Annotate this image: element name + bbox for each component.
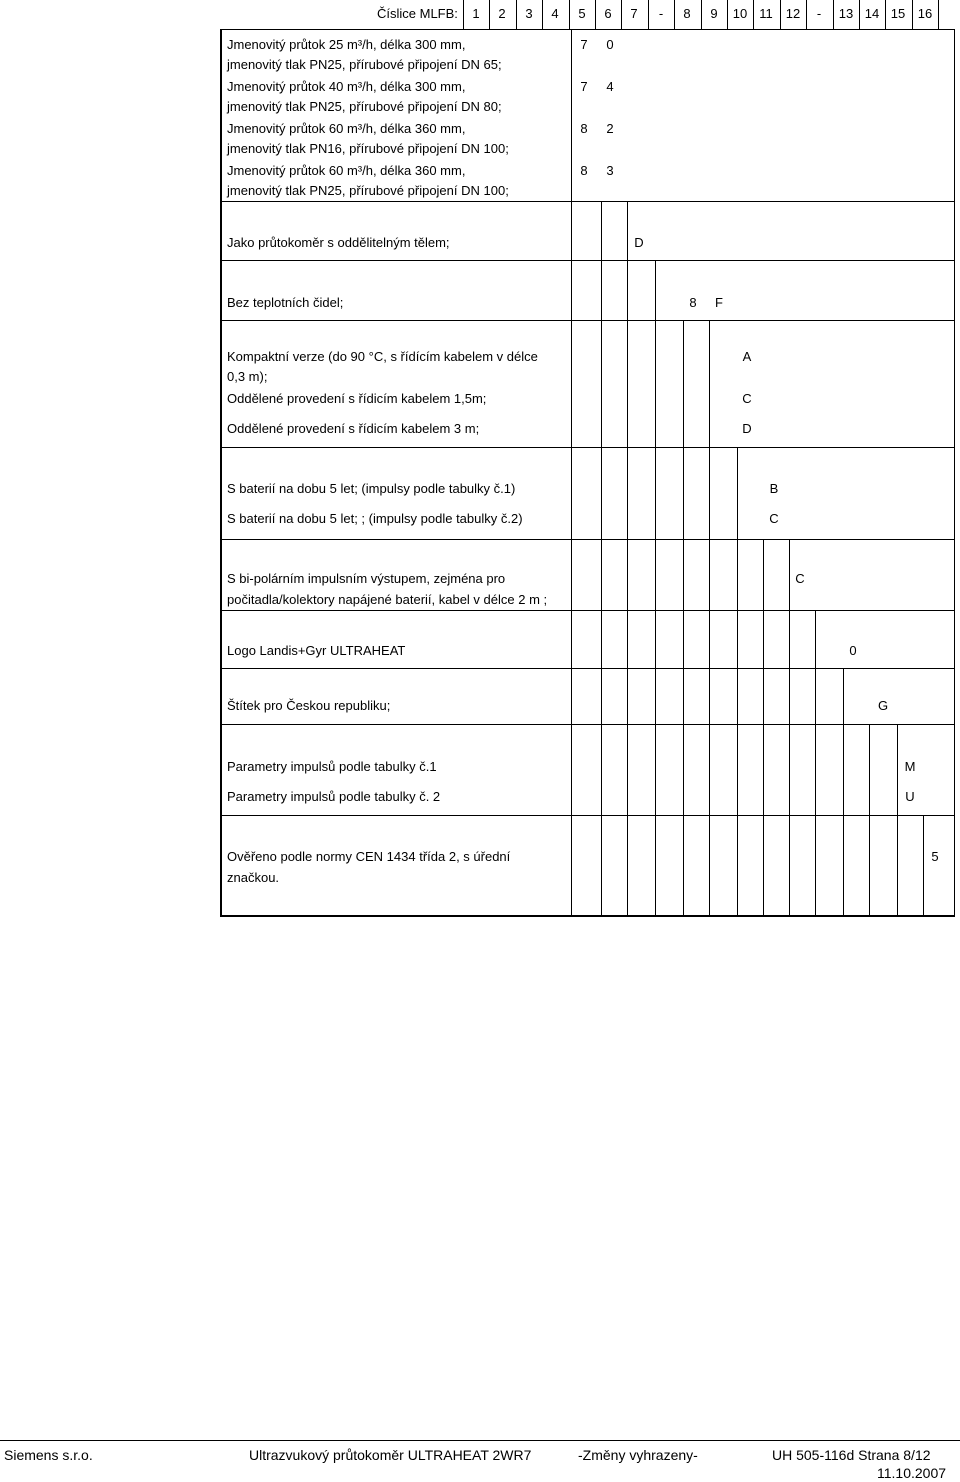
mlfb-header-label: Číslice MLFB: [377, 6, 458, 21]
row-battery-2: S baterií na dobu 5 let; ; (impulsy podle tabulky č.2) [227, 511, 523, 526]
header-column-17: 15 [890, 6, 906, 21]
code-flow-1-d6: 0 [606, 37, 614, 52]
footer-product: Ultrazvukový průtokoměr ULTRAHEAT 2WR7 [249, 1447, 532, 1463]
header-column-12: 11 [759, 6, 773, 21]
code-verified: 5 [931, 849, 939, 864]
row-flow-1-line-b: jmenovitý tlak PN25, přírubové připojení DN 65; [227, 57, 502, 72]
code-flow-2-d5: 7 [580, 79, 588, 94]
header-column-4: 4 [551, 6, 559, 21]
column-divider [763, 539, 764, 916]
code-no-sensors-d9: F [715, 295, 723, 310]
row-label-cz: Štítek pro Českou republiku; [227, 698, 391, 713]
code-bipolar: C [795, 571, 805, 586]
row-separate-3m: Oddělené provedení s řídicím kabelem 3 m; [227, 421, 480, 436]
code-flow-3-d5: 8 [580, 121, 588, 136]
footer-date: 11.10.2007 [877, 1465, 947, 1481]
header-column-18: 16 [917, 6, 933, 21]
column-divider [869, 724, 870, 916]
row-flow-3-line-b: jmenovitý tlak PN16, přírubové připojení DN 100; [227, 141, 509, 156]
code-battery-1: B [769, 481, 779, 496]
code-label-cz: G [877, 698, 889, 713]
row-flow-2-line-a: Jmenovitý průtok 40 m³/h, délka 300 mm, [227, 79, 466, 94]
row-divider [221, 201, 955, 202]
column-divider [655, 260, 656, 916]
column-divider [954, 29, 955, 916]
row-divider [221, 260, 955, 261]
footer-company: Siemens s.r.o. [4, 1447, 93, 1463]
column-divider [815, 610, 816, 916]
row-logo: Logo Landis+Gyr ULTRAHEAT [227, 643, 406, 658]
column-divider [789, 539, 790, 916]
column-divider [737, 447, 738, 916]
row-divider [221, 815, 955, 816]
row-separate-body: Jako průtokoměr s oddělitelným tělem; [227, 235, 450, 250]
code-battery-2: C [769, 511, 779, 526]
footer-changes: -Změny vyhrazeny- [578, 1447, 698, 1463]
row-divider [221, 724, 955, 725]
code-flow-2-d6: 4 [606, 79, 614, 94]
header-column-16: 14 [864, 6, 880, 21]
row-divider [221, 539, 955, 540]
header-column-8: - [658, 6, 664, 21]
table-bottom-border [221, 915, 955, 917]
header-column-13: 12 [785, 6, 801, 21]
column-divider [897, 724, 898, 916]
column-divider [601, 201, 602, 916]
header-column-9: 8 [683, 6, 691, 21]
row-compact-line-a: Kompaktní verze (do 90 °C, s řídícím kabelem v délce [227, 349, 538, 364]
code-flow-4-d6: 3 [606, 163, 614, 178]
code-separate-body: D [634, 235, 644, 250]
code-no-sensors-d8: 8 [689, 295, 697, 310]
row-battery-1: S baterií na dobu 5 let; (impulsy podle tabulky č.1) [227, 481, 516, 496]
row-flow-4-line-a: Jmenovitý průtok 60 m³/h, délka 360 mm, [227, 163, 466, 178]
row-no-sensors: Bez teplotních čidel; [227, 295, 344, 310]
code-separate-3m: D [742, 421, 752, 436]
column-divider [709, 320, 710, 916]
header-column-14: - [816, 6, 822, 21]
header-column-10: 9 [710, 6, 718, 21]
header-divider [938, 0, 939, 29]
header-column-7: 7 [630, 6, 638, 21]
header-column-2: 2 [498, 6, 506, 21]
row-flow-1-line-a: Jmenovitý průtok 25 m³/h, délka 300 mm, [227, 37, 466, 52]
row-separate-1-5m: Oddělené provedení s řídicím kabelem 1,5m; [227, 391, 487, 406]
row-flow-4-line-b: jmenovitý tlak PN25, přírubové připojení DN 100; [227, 183, 509, 198]
column-divider [683, 320, 684, 916]
row-verified-line-a: Ověřeno podle normy CEN 1434 třída 2, s úřední [227, 849, 511, 864]
code-flow-4-d5: 8 [580, 163, 588, 178]
row-verified-line-b: značkou. [227, 870, 280, 885]
header-column-5: 5 [578, 6, 586, 21]
footer-docref: UH 505-116d Strana 8/12 [772, 1447, 931, 1463]
code-compact: A [742, 349, 752, 364]
code-pulse-2: U [905, 789, 915, 804]
row-compact-line-b: 0,3 m); [227, 369, 268, 384]
code-separate-1-5m: C [742, 391, 752, 406]
header-column-11: 10 [732, 6, 748, 21]
row-pulse-2: Parametry impulsů podle tabulky č. 2 [227, 789, 441, 804]
table-left-border [220, 29, 222, 917]
column-divider [627, 201, 628, 916]
code-flow-1-d5: 7 [580, 37, 588, 52]
header-column-6: 6 [604, 6, 612, 21]
header-column-1: 1 [472, 6, 480, 21]
header-column-3: 3 [525, 6, 533, 21]
row-divider [221, 320, 955, 321]
row-pulse-1: Parametry impulsů podle tabulky č.1 [227, 759, 437, 774]
code-logo: 0 [849, 643, 857, 658]
row-divider [221, 668, 955, 669]
code-pulse-1: M [904, 759, 916, 774]
header-column-15: 13 [838, 6, 854, 21]
row-bipolar-line-a: S bi-polárním impulsním výstupem, zejména pro [227, 571, 506, 586]
footer-rule [0, 1440, 960, 1441]
row-divider [221, 447, 955, 448]
row-divider [221, 610, 955, 611]
column-divider [843, 668, 844, 916]
row-bipolar-line-b: počitadla/kolektory napájené baterií, kabel v délce 2 m ; [227, 592, 548, 607]
row-flow-3-line-a: Jmenovitý průtok 60 m³/h, délka 360 mm, [227, 121, 466, 136]
table-top-border [221, 29, 955, 30]
row-flow-2-line-b: jmenovitý tlak PN25, přírubové připojení DN 80; [227, 99, 502, 114]
code-flow-3-d6: 2 [606, 121, 614, 136]
